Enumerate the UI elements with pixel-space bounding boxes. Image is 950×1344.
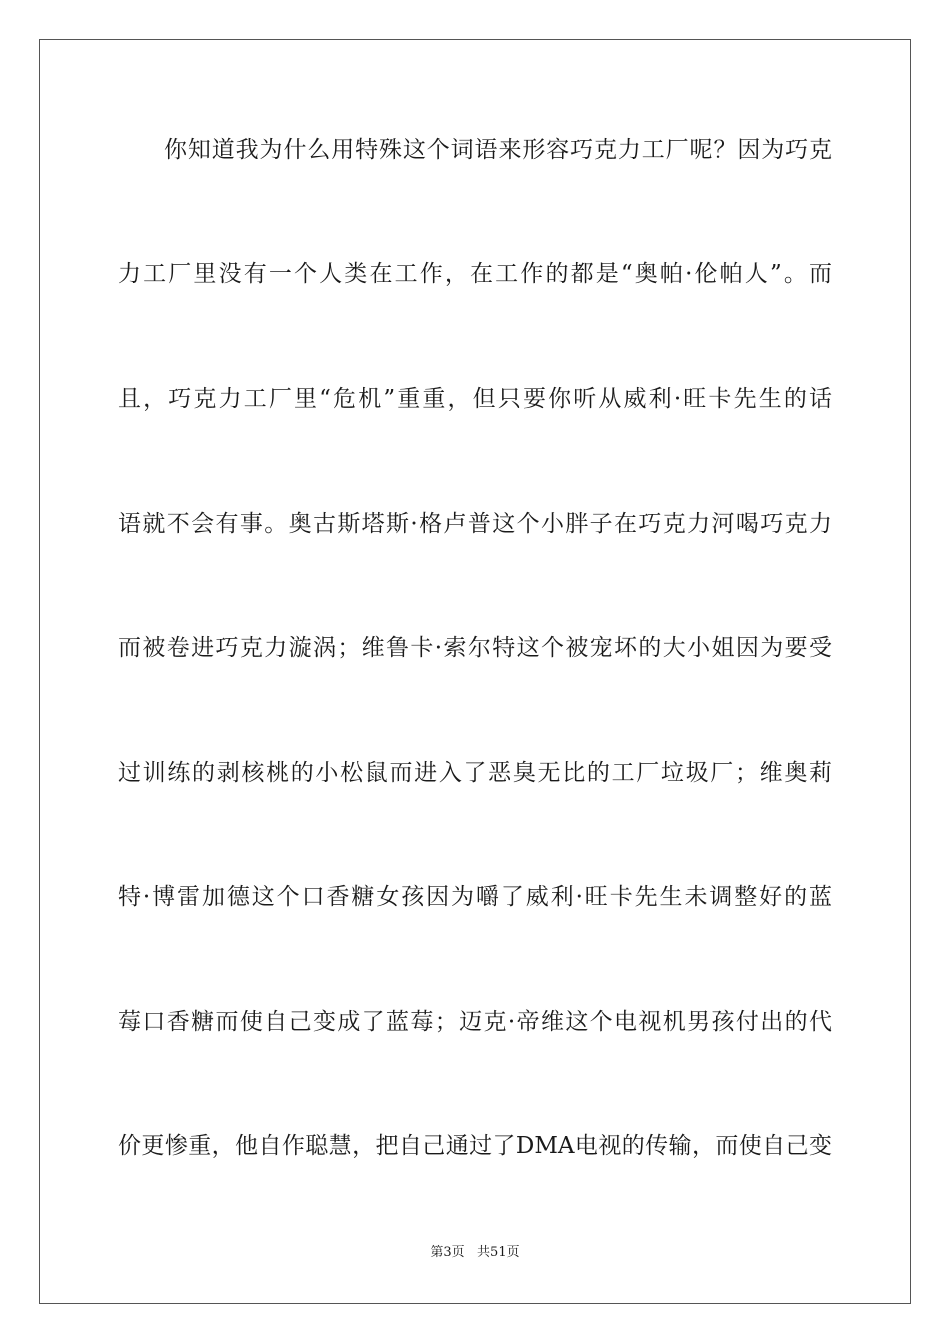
page-number-footer: 第3页 共51页 [430,1245,520,1260]
body-text-line-4: 语就不会有事。奥古斯塔斯·格卢普这个小胖子在巧克力河喝巧克力 [118,511,832,537]
body-text-line-3: 且，巧克力工厂里“危机”重重，但只要你听从威利·旺卡先生的话 [118,386,832,412]
body-text-line-1: 你知道我为什么用特殊这个词语来形容巧克力工厂呢？因为巧克 [164,137,832,163]
page-frame [39,39,911,1304]
body-text-line-9: 价更惨重，他自作聪慧，把自己通过了DMA电视的传输，而使自己变 [118,1133,832,1159]
body-text-line-7: 特·博雷加德这个口香糖女孩因为嚼了威利·旺卡先生未调整好的蓝 [118,884,832,910]
body-text-line-2: 力工厂里没有一个人类在工作，在工作的都是“奥帕·伦帕人”。而 [118,261,832,287]
body-text-line-8: 莓口香糖而使自己变成了蓝莓；迈克·帝维这个电视机男孩付出的代 [118,1009,832,1035]
body-text-line-5: 而被卷进巧克力漩涡；维鲁卡·索尔特这个被宠坏的大小姐因为要受 [118,635,832,661]
body-text-line-6: 过训练的剥核桃的小松鼠而进入了恶臭无比的工厂垃圾厂；维奥莉 [118,760,832,786]
